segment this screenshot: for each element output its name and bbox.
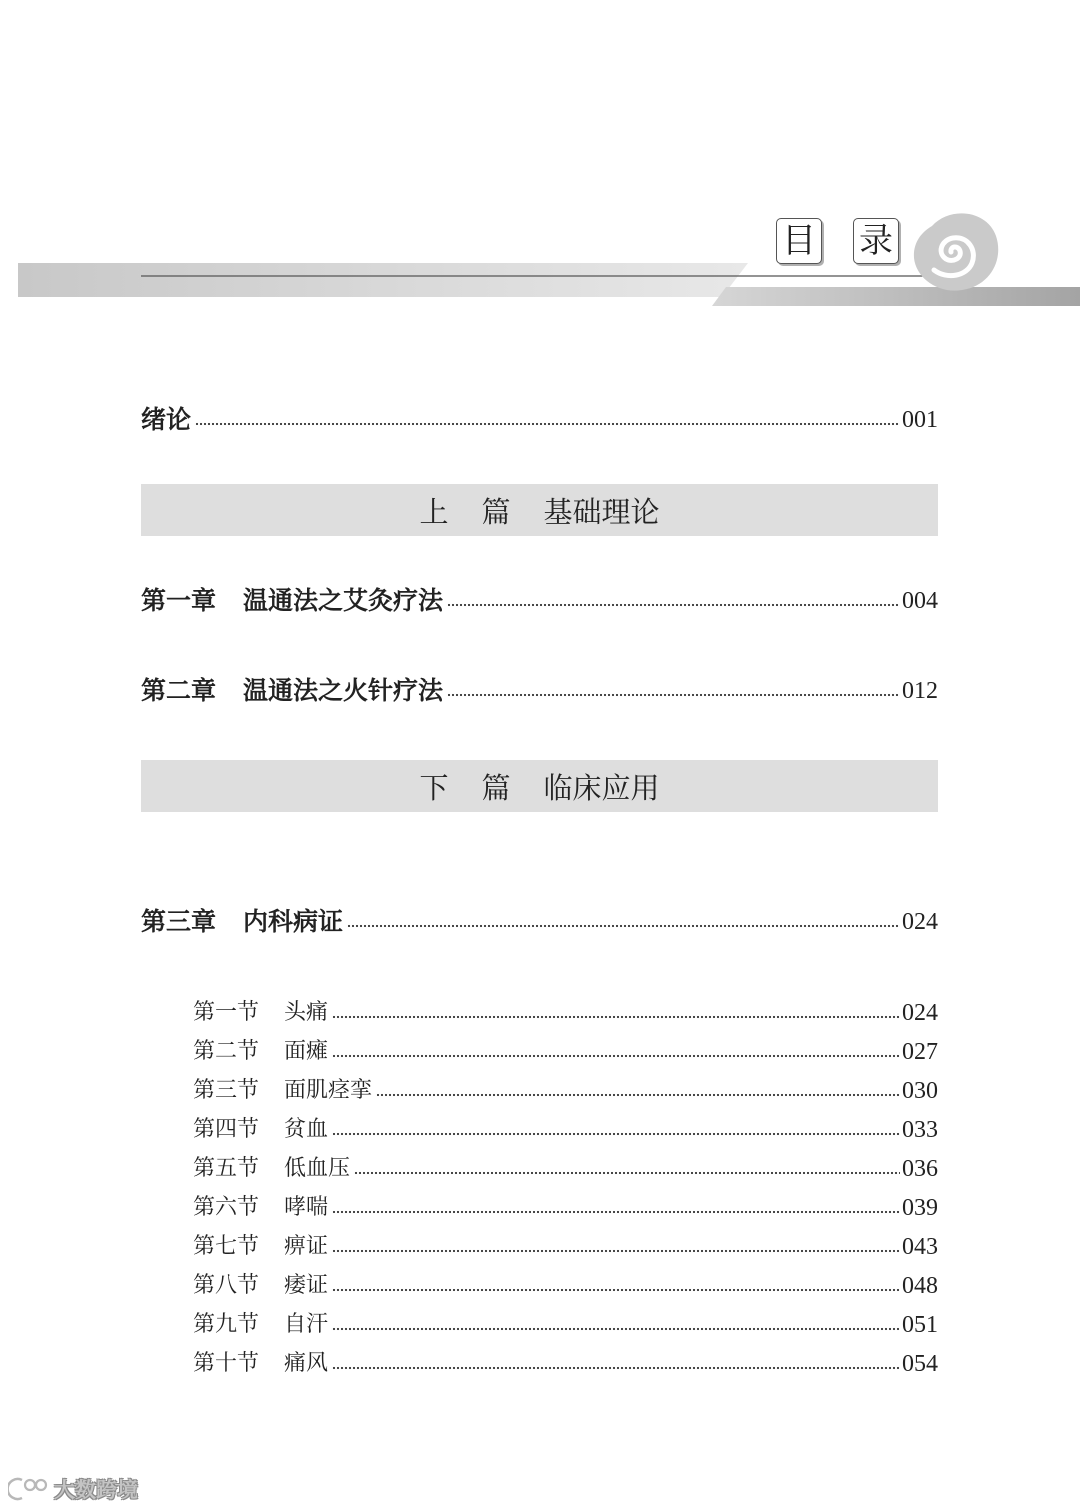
page-number: 030 xyxy=(902,1078,938,1104)
section-title: 哮喘 xyxy=(284,1195,329,1220)
part-title: 基础理论 xyxy=(543,494,660,529)
dot-leader xyxy=(195,422,900,426)
part-word: 篇 xyxy=(481,494,511,529)
page-number: 004 xyxy=(902,588,938,614)
section-number: 第八节 xyxy=(193,1273,260,1298)
dot-leader xyxy=(332,1132,900,1136)
page-title-char: 目 xyxy=(776,218,822,264)
dot-leader xyxy=(332,1210,900,1214)
toc-section-row xyxy=(193,1231,938,1263)
toc-section-row xyxy=(193,1192,938,1224)
page-number: 012 xyxy=(902,678,938,704)
section-number: 第四节 xyxy=(193,1117,260,1142)
chapter-title: 温通法之火针疗法 xyxy=(243,676,444,705)
dot-leader xyxy=(332,1249,900,1253)
part-heading-band xyxy=(141,484,938,536)
section-number: 第一节 xyxy=(193,1000,260,1025)
section-title: 痛风 xyxy=(284,1351,329,1376)
page-number: 024 xyxy=(902,1000,938,1026)
section-number: 第十节 xyxy=(193,1351,260,1376)
page-number: 043 xyxy=(902,1234,938,1260)
page-number: 054 xyxy=(902,1351,938,1377)
toc-section-row xyxy=(193,1036,938,1068)
part-label: 下 xyxy=(419,770,449,805)
toc-section-row xyxy=(193,997,938,1029)
toc-section-row xyxy=(193,1270,938,1302)
section-title: 痿证 xyxy=(284,1273,329,1298)
page-number: 039 xyxy=(902,1195,938,1221)
section-title: 贫血 xyxy=(284,1117,329,1142)
intro-title: 绪论 xyxy=(141,405,192,434)
header-band-left xyxy=(18,263,748,297)
section-title: 面肌痉挛 xyxy=(284,1078,373,1103)
dot-leader xyxy=(447,603,900,607)
chapter-title: 内科病证 xyxy=(243,907,344,936)
toc-intro-row xyxy=(141,404,938,436)
watermark-logo-icon xyxy=(8,1476,50,1502)
page-number: 027 xyxy=(902,1039,938,1065)
page-number: 048 xyxy=(902,1273,938,1299)
section-number: 第六节 xyxy=(193,1195,260,1220)
chapter-title: 温通法之艾灸疗法 xyxy=(243,586,444,615)
part-heading-band xyxy=(141,760,938,812)
toc-chapter-row xyxy=(141,585,938,617)
swirl-cloud-icon xyxy=(914,213,998,290)
page-number: 001 xyxy=(902,407,938,433)
section-title: 自汗 xyxy=(284,1312,329,1337)
section-number: 第三节 xyxy=(193,1078,260,1103)
chapter-number: 第一章 xyxy=(141,586,217,615)
page-title-char: 录 xyxy=(853,218,899,264)
section-title: 头痛 xyxy=(284,1000,329,1025)
dot-leader xyxy=(332,1366,900,1370)
header-band-right xyxy=(712,287,1080,306)
section-number: 第七节 xyxy=(193,1234,260,1259)
dot-leader xyxy=(332,1015,900,1019)
toc-section-row xyxy=(193,1153,938,1185)
header-decoration xyxy=(0,200,1080,310)
section-number: 第二节 xyxy=(193,1039,260,1064)
watermark-text: 大数跨境 xyxy=(54,1478,138,1502)
page-number: 036 xyxy=(902,1156,938,1182)
toc-section-row xyxy=(193,1114,938,1146)
dot-leader xyxy=(332,1054,900,1058)
dot-leader xyxy=(332,1327,900,1331)
part-label: 上 xyxy=(419,494,449,529)
section-title: 痹证 xyxy=(284,1234,329,1259)
part-title: 临床应用 xyxy=(543,770,660,805)
section-number: 第九节 xyxy=(193,1312,260,1337)
toc-section-row xyxy=(193,1075,938,1107)
toc-chapter-row xyxy=(141,675,938,707)
part-word: 篇 xyxy=(481,770,511,805)
chapter-number: 第二章 xyxy=(141,676,217,705)
toc-section-row xyxy=(193,1348,938,1380)
toc-section-row xyxy=(193,1309,938,1341)
section-number: 第五节 xyxy=(193,1156,260,1181)
dot-leader xyxy=(347,924,900,928)
dot-leader xyxy=(354,1171,900,1175)
dot-leader xyxy=(332,1288,900,1292)
page-number: 051 xyxy=(902,1312,938,1338)
dot-leader xyxy=(447,693,900,697)
toc-chapter-row xyxy=(141,906,938,938)
page-number: 033 xyxy=(902,1117,938,1143)
watermark xyxy=(8,1474,138,1504)
page-number: 024 xyxy=(902,909,938,935)
section-title: 低血压 xyxy=(284,1156,351,1181)
chapter-number: 第三章 xyxy=(141,907,217,936)
dot-leader xyxy=(376,1093,900,1097)
section-title: 面瘫 xyxy=(284,1039,329,1064)
